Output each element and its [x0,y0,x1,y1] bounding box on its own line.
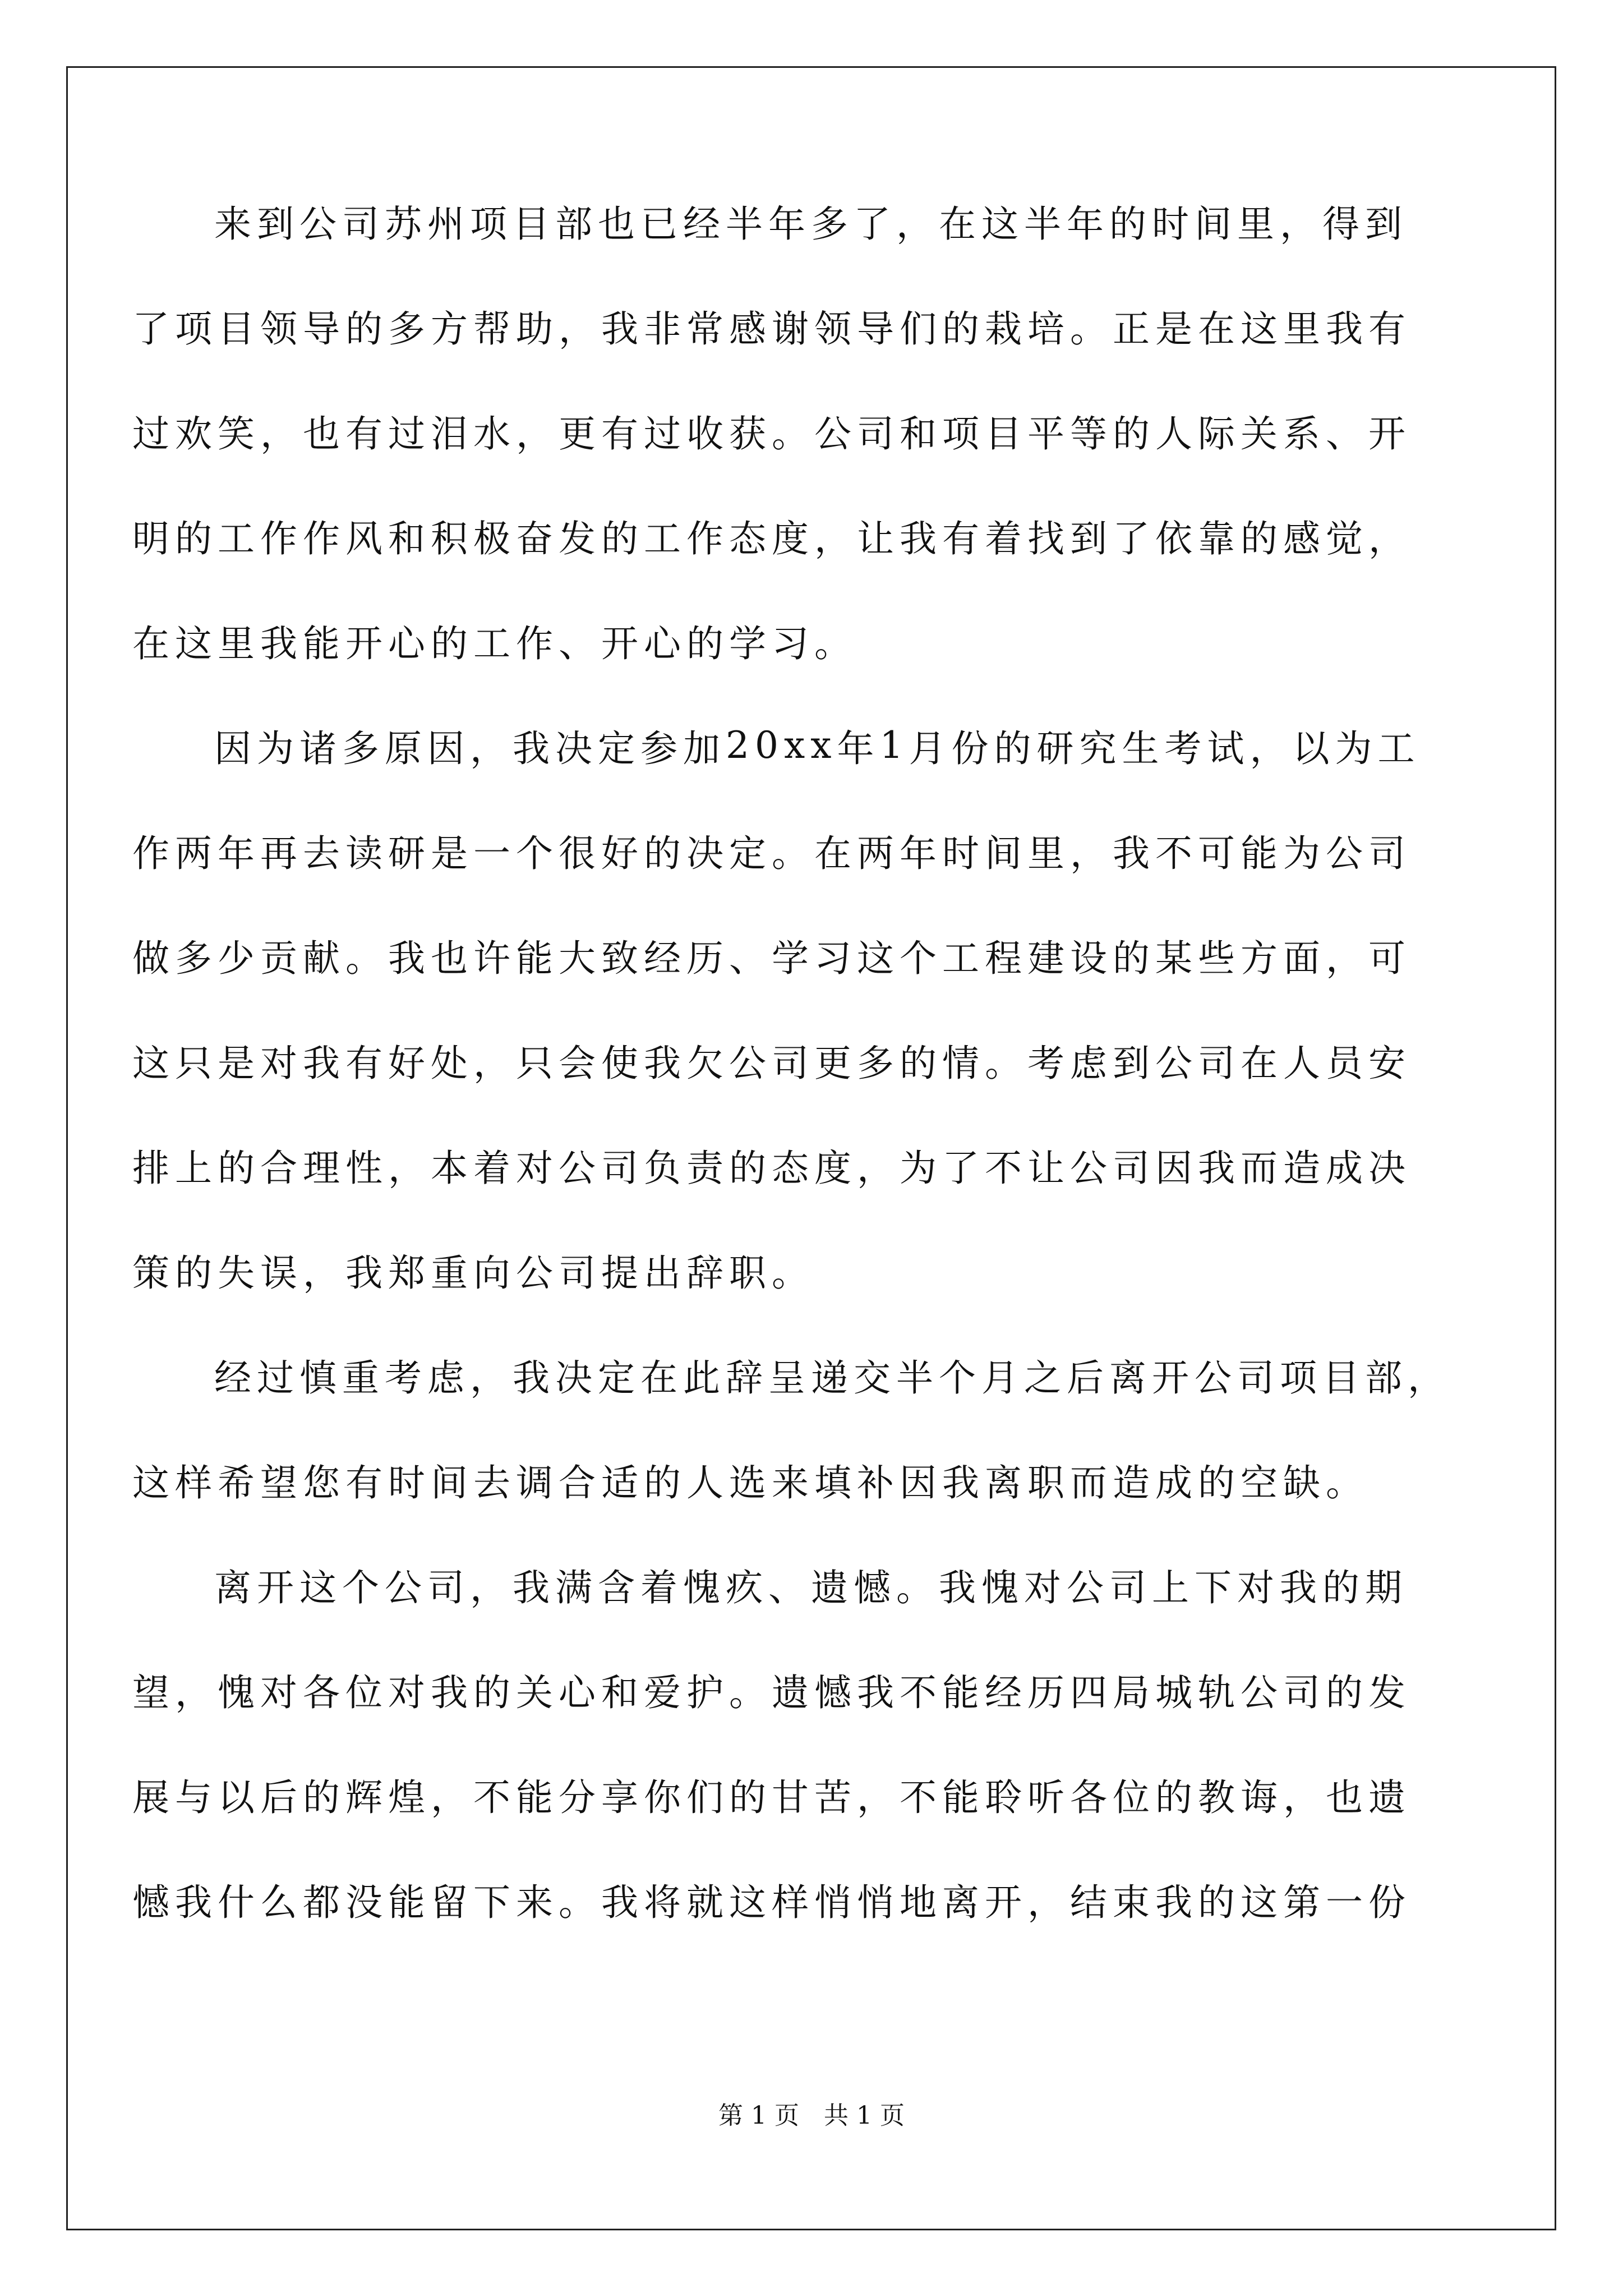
paragraph-line: 明 的 工 作 作 风 和 积 极 奋 发 的 工 作 态 度 ， 让 我 有 着 找 到 了 依 靠 的 感 觉 ， [132,517,1411,560]
paragraph-line: 展 与 以 后 的 辉 煌 ， 不 能 分 享 你 们 的 甘 苦 ， 不 能 聆 听 各 位 的 教 诲 ， 也 遗 [132,1776,1411,1819]
paragraph-line: 望 ， 愧 对 各 位 对 我 的 关 心 和 爱 护 。 遗 憾 我 不 能 经 历 四 局 城 轨 公 司 的 发 [132,1671,1411,1714]
document-body [132,168,1450,1952]
paragraph-line: 排 上 的 合 理 性 ， 本 着 对 公 司 负 责 的 态 度 ， 为 了 不 让 公 司 因 我 而 造 成 决 [132,1147,1411,1190]
paragraph-line: 过 欢 笑 ， 也 有 过 泪 水 ， 更 有 过 收 获 。 公 司 和 项 目 平 等 的 人 际 关 系 、 开 [132,412,1411,455]
paragraph-line: 在这里我能开心的工作、开心的学习。 [132,622,857,665]
paragraph-line: 策的失误，我郑重向公司提出辞职。 [132,1251,814,1295]
paragraph-line: 憾 我 什 么 都 没 能 留 下 来 。 我 将 就 这 样 悄 悄 地 离 开 ， 结 束 我 的 这 第 一 份 [132,1881,1411,1924]
paragraph-line: 做 多 少 贡 献 。 我 也 许 能 大 致 经 历 、 学 习 这 个 工 程 建 设 的 某 些 方 面 ， 可 [132,937,1411,980]
page-number: 第 1 页 [718,2101,799,2130]
paragraph-line: 了 项 目 领 导 的 多 方 帮 助 ， 我 非 常 感 谢 领 导 们 的 栽 培 。 正 是 在 这 里 我 有 [132,307,1411,351]
paragraph-line: 作 两 年 再 去 读 研 是 一 个 很 好 的 决 定 。 在 两 年 时 间 里 ， 我 不 可 能 为 公 司 [132,832,1411,875]
page-footer [0,2095,1623,2131]
paragraph-line: 来 到 公 司 苏 州 项 目 部 也 已 经 半 年 多 了 ， 在 这 半 年 的 时 间 里 ， 得 到 [214,203,1408,246]
paragraph-line: 因 为 诸 多 原 因 ， 我 决 定 参 加 20xx 年 1 月 份 的 研 究 生 考 试 ， 以 为 工 [214,724,1421,770]
paragraph-line: 这样希望您有时间去调合适的人选来填补因我离职而造成的空缺。 [132,1461,1368,1504]
paragraph-line: 这 只 是 对 我 有 好 处 ， 只 会 使 我 欠 公 司 更 多 的 情 。 考 虑 到 公 司 在 人 员 安 [132,1042,1411,1085]
paragraph-line: 经 过 慎 重 考 虑 ， 我 决 定 在 此 辞 呈 递 交 半 个 月 之 后 离 开 公 司 项 目 部 ， [214,1356,1450,1400]
paragraph-line: 离 开 这 个 公 司 ， 我 满 含 着 愧 疚 、 遗 憾 。 我 愧 对 公 司 上 下 对 我 的 期 [214,1566,1408,1609]
page-total: 共 1 页 [824,2101,905,2130]
